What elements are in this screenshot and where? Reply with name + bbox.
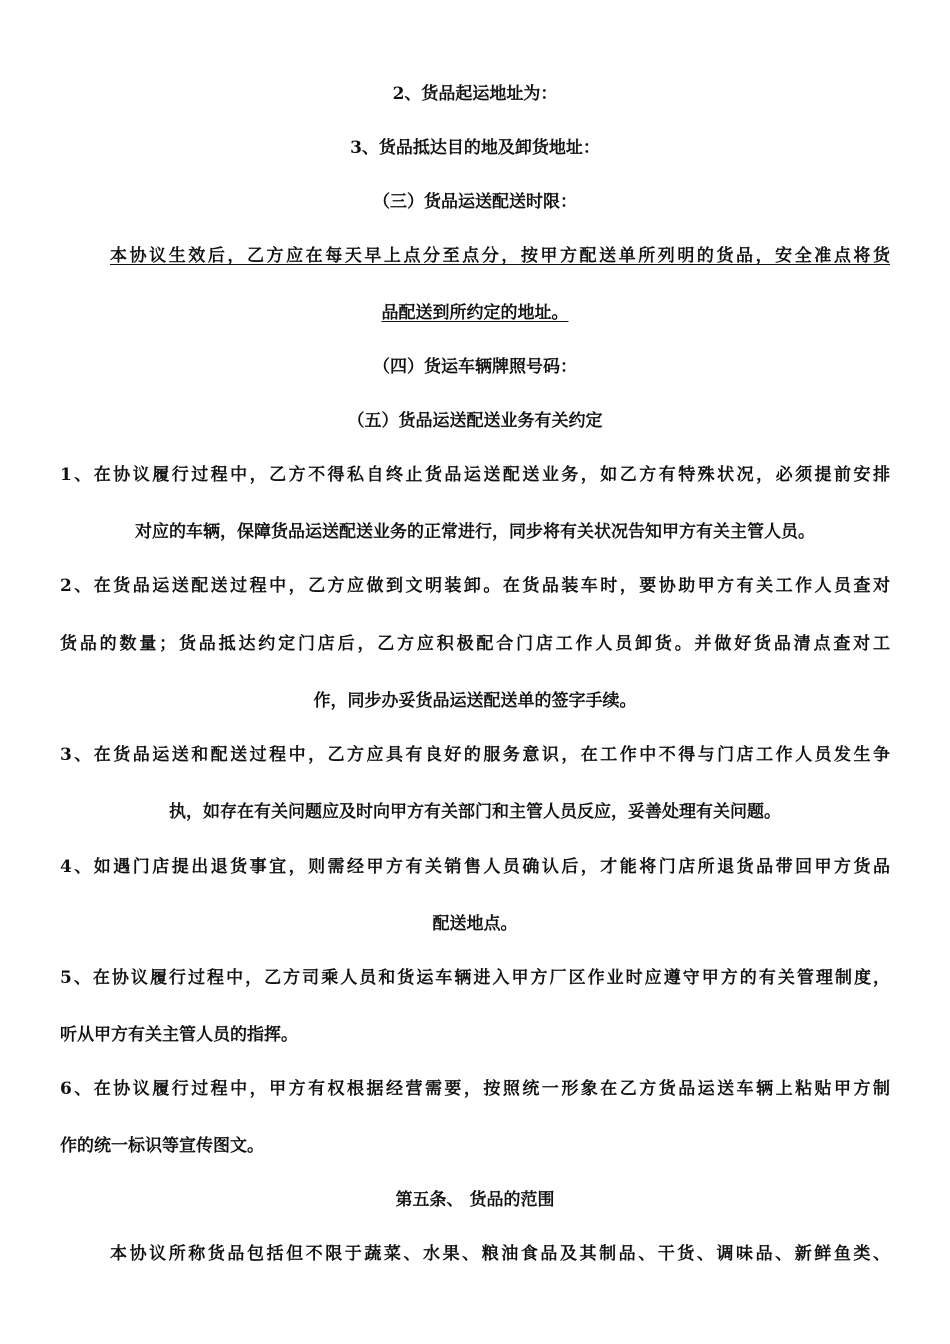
clause-3-line2: 执，如存在有关问题应及时向甲方有关部门和主管人员反应，妥善处理有关问题。 xyxy=(169,802,781,822)
clause-2-line3: 作，同步办妥货品运送配送单的签字手续。 xyxy=(313,691,637,711)
clause-6-line1: 6、在协议履行过程中，甲方有权根据经营需要，按照统一形象在乙方货品运送车辆上粘贴甲方制 xyxy=(60,1079,890,1099)
item-destination-address: 3、货品抵达目的地及卸货地址： xyxy=(350,138,600,158)
paragraph-delivery-time-line1: 本协议生效后，乙方应在每天早上点分至点分，按甲方配送单所列明的货品，安全准点将货 xyxy=(110,246,890,266)
item-departure-address: 2、货品起运地址为： xyxy=(392,84,558,104)
clause-1-line1: 1、在协议履行过程中，乙方不得私自终止货品运送配送业务，如乙方有特殊状况，必须提前安排 xyxy=(60,465,890,485)
paragraph-delivery-time-line2: 品配送到所约定的地址。 xyxy=(381,303,569,323)
clause-3-line1: 3、在货品运送和配送过程中，乙方应具有良好的服务意识，在工作中不得与门店工作人员发生争 xyxy=(60,745,890,765)
article-5-heading: 第五条、 货品的范围 xyxy=(395,1190,555,1210)
section-heading-plate-number: （四）货运车辆牌照号码： xyxy=(373,357,577,377)
clause-1-line2: 对应的车辆，保障货品运送配送业务的正常进行，同步将有关状况告知甲方有关主管人员。 xyxy=(135,522,815,542)
section-heading-delivery-time: （三）货品运送配送时限： xyxy=(373,192,577,212)
clause-2-line1: 2、在货品运送配送过程中，乙方应做到文明装卸。在货品装车时，要协助甲方有关工作人员查对 xyxy=(60,576,890,596)
section-heading-agreements: （五）货品运送配送业务有关约定 xyxy=(347,411,603,431)
clause-6-line2: 作的统一标识等宣传图文。 xyxy=(60,1136,264,1156)
clause-4-line2: 配送地点。 xyxy=(432,914,518,934)
article-5-paragraph-line1: 本协议所称货品包括但不限于蔬菜、水果、粮油食品及其制品、干货、调味品、新鲜鱼类、 xyxy=(110,1244,890,1264)
clause-2-line2: 货品的数量；货品抵达约定门店后，乙方应积极配合门店工作人员卸货。并做好货品清点查对工 xyxy=(60,634,890,654)
clause-5-line2: 听从甲方有关主管人员的指挥。 xyxy=(60,1025,298,1045)
clause-4-line1: 4、如遇门店提出退货事宜，则需经甲方有关销售人员确认后，才能将门店所退货品带回甲方货品 xyxy=(60,857,890,877)
clause-5-line1: 5、在协议履行过程中，乙方司乘人员和货运车辆进入甲方厂区作业时应遵守甲方的有关管理制度， xyxy=(60,968,890,988)
